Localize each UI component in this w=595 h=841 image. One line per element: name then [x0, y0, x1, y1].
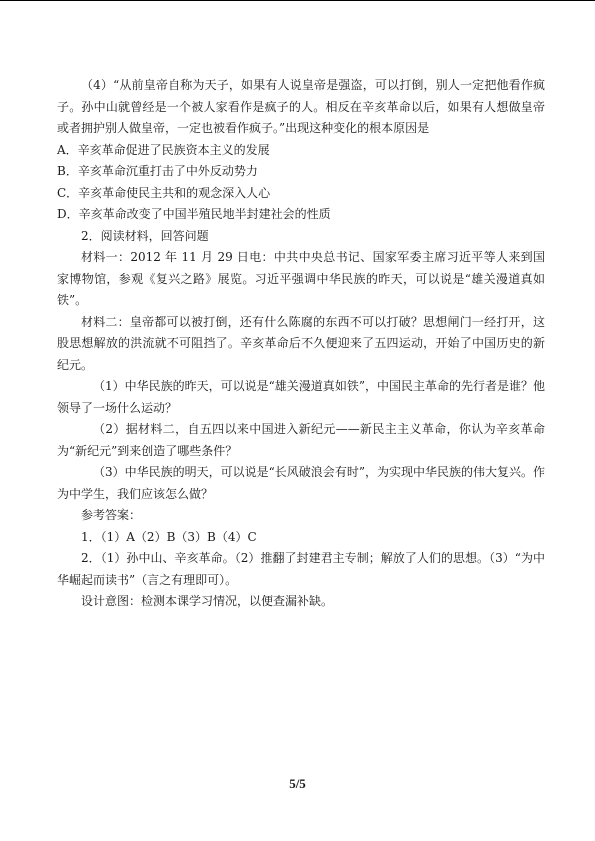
answers-heading: 参考答案： — [81, 508, 142, 522]
reading-heading: 2．阅读材料，回答问题 — [81, 228, 209, 243]
material-1: 材料一：2012 年 11 月 29 日电：中共中央总书记、国家军委主席习近平等人来到国家博物馆，参观《复兴之路》展览。习近平强调中华民族的昨天，可以说是“雄关漫道真如铁”。 — [57, 250, 545, 307]
document-body — [57, 75, 545, 613]
material-2: 材料二：皇帝都可以被打倒，还有什么陈腐的东西不可以打破？思想闸门一经打开，这股思想解放的洪流就不可阻挡了。辛亥革命后不久便迎来了五四运动，开始了中国历史的新纪元。 — [57, 314, 545, 372]
option-c: C．辛亥革命使民主共和的观念深入人心 — [57, 185, 271, 200]
top-rule — [0, 0, 595, 1]
reading-question-3: （3）中华民族的明天，可以说是“长风破浪会有时”，为实现中华民族的伟大复兴。作为中学生，我们应该怎么做？ — [57, 465, 545, 501]
reading-question-1: （1）中华民族的昨天，可以说是“雄关漫道真如铁”，中国民主革命的先行者是谁？他领导了一场什么运动？ — [57, 379, 545, 415]
answer-1: 1．（1）A（2）B（3）B（4）C — [81, 529, 257, 544]
answer-2: 2．（1）孙中山、辛亥革命。（2）推翻了封建君主专制；解放了人们的思想。（3）“为中华崛起而读书”（言之有理即可）。 — [57, 551, 545, 587]
design-intent: 设计意图：检测本课学习情况，以便查漏补缺。 — [81, 594, 334, 608]
option-a: A．辛亥革命促进了民族资本主义的发展 — [57, 142, 270, 157]
reading-question-2: （2）据材料二，自五四以来中国进入新纪元——新民主主义革命，你认为辛亥革命为“新纪元”到来创造了哪些条件？ — [57, 422, 545, 458]
question-4-stem: （4）“从前皇帝自称为天子，如果有人说皇帝是强盗，可以打倒，别人一定把他看作疯子。孙中山就曾经是一个被人家看作是疯子的人。相反在辛亥革命以后，如果有人想做皇帝或者拥护别人做皇帝，一定也被看作疯子。”出现这种变化的根本原因是 — [57, 78, 545, 135]
option-b: B．辛亥革命沉重打击了中外反动势力 — [57, 164, 258, 178]
page-number: 5/5 — [289, 776, 306, 791]
option-d: D．辛亥革命改变了中国半殖民地半封建社会的性质 — [57, 207, 331, 221]
